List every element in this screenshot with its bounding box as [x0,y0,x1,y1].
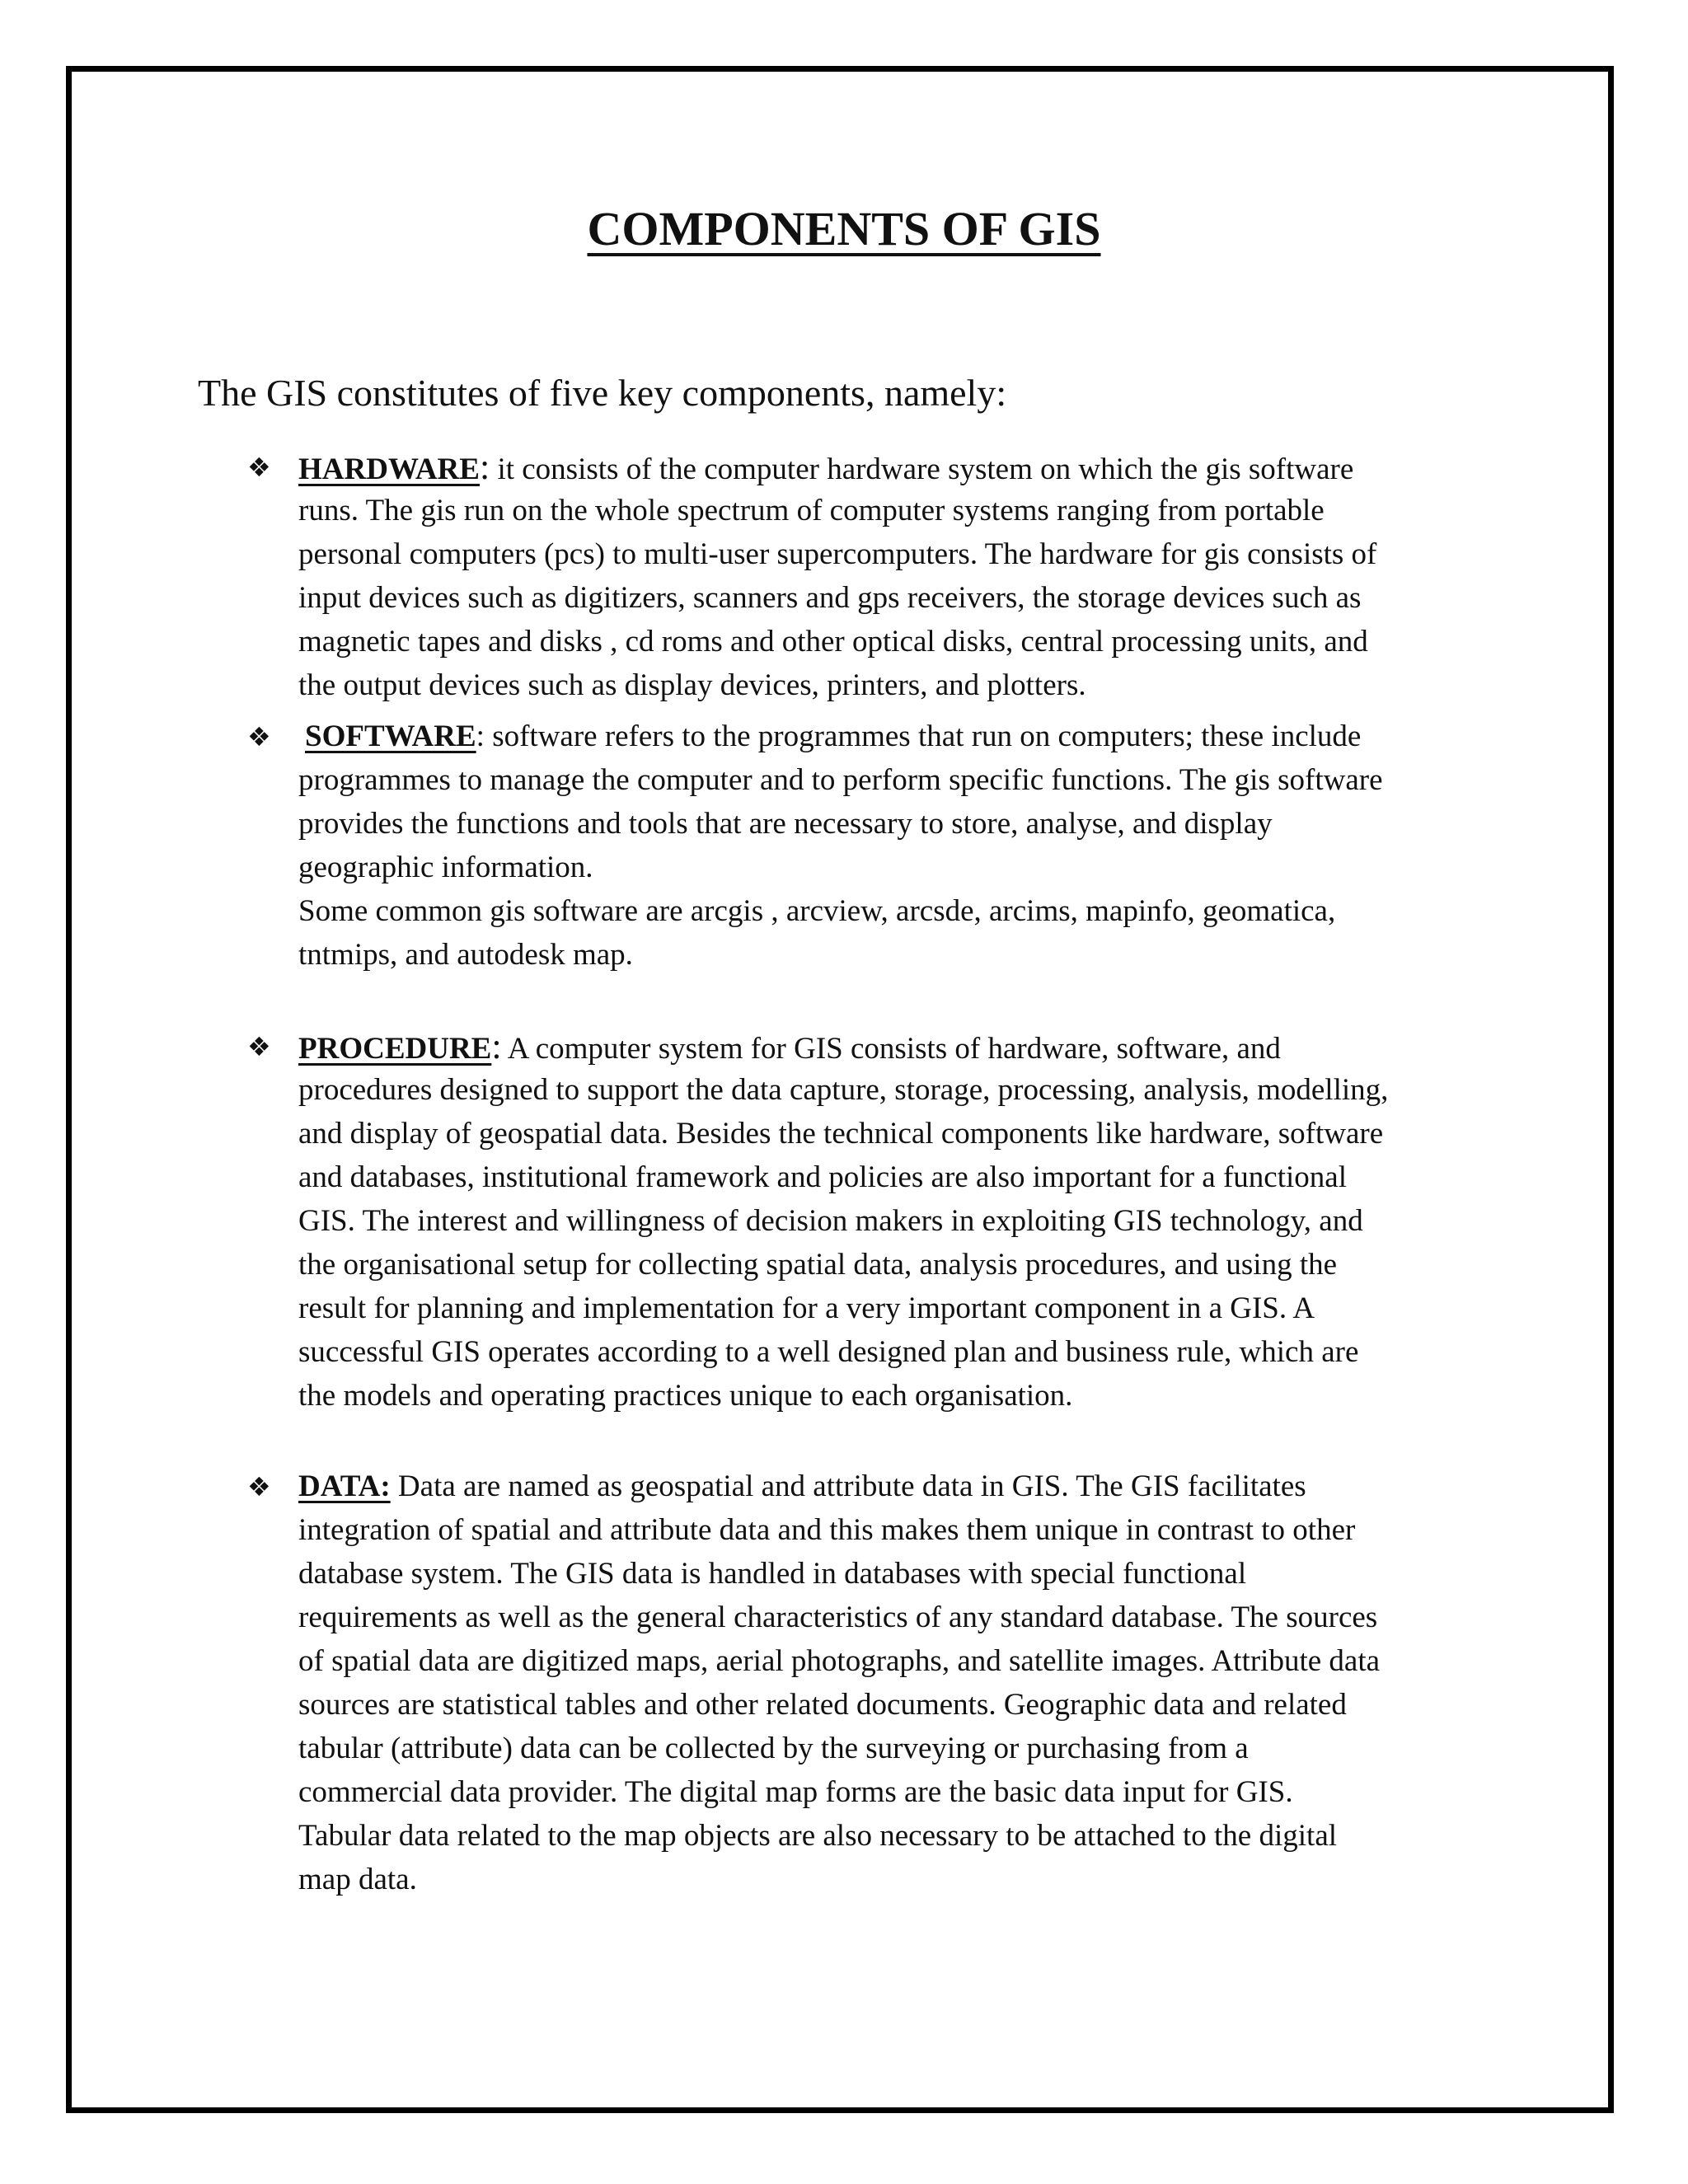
intro-text: The GIS constitutes of five key components, namely: [198,372,1007,414]
body-line: runs. The gis run on the whole spectrum of computer systems ranging from portable [298,494,1325,527]
first-line-text: software refers to the programmes that run on computers; these include [484,719,1362,753]
diamond-bullet-icon: ❖ [247,721,271,752]
body-line: personal computers (pcs) to multi-user supercomputers. The hardware for gis consists of [298,537,1377,571]
body-line: and display of geospatial data. Besides the technical components like hardware, software [298,1117,1384,1151]
body-line: GIS. The interest and willingness of decision makers in exploiting GIS technology, and [298,1204,1363,1238]
section-heading: PROCEDURE [298,1032,492,1066]
heading-colon: : [491,1026,502,1066]
body-line: the output devices such as display devices, printers, and plotters. [298,668,1086,702]
section-first-line [298,1024,1485,1068]
first-line-text: A computer system for GIS consists of hardware, software, and [501,1032,1281,1066]
diamond-bullet-icon: ❖ [247,452,271,483]
body-line: provides the functions and tools that are necessary to store, analyse, and display [298,807,1273,841]
heading-colon: : [476,719,485,753]
body-line: database system. The GIS data is handled in databases with special functional [298,1557,1247,1591]
page-title: COMPONENTS OF GIS [587,202,1101,255]
body-line: Some common gis software are arcgis , arcview, arcsde, arcims, mapinfo, geomatica, [298,894,1336,928]
body-line: the models and operating practices unique to each organisation. [298,1379,1073,1413]
body-line: integration of spatial and attribute data and this makes them unique in contrast to other [298,1513,1356,1547]
section-heading: HARDWARE [298,452,480,486]
section-heading: SOFTWARE [305,719,476,753]
body-line: commercial data provider. The digital map forms are the basic data input for GIS. [298,1775,1293,1809]
body-line: tabular (attribute) data can be collected by the surveying or purchasing from a [298,1732,1249,1765]
body-line: magnetic tapes and disks , cd roms and other optical disks, central processing units, and [298,625,1368,658]
body-line: procedures designed to support the data capture, storage, processing, analysis, modelling, [298,1073,1389,1107]
body-line: map data. [298,1863,417,1896]
body-line: tntmips, and autodesk map. [298,938,633,972]
section-first-line [298,715,1485,758]
body-line: programmes to manage the computer and to perform specific functions. The gis software [298,763,1383,797]
body-line: geographic information. [298,851,593,884]
first-line-text: Data are named as geospatial and attribute data in GIS. The GIS facilitates [390,1469,1306,1503]
first-line-text: it consists of the computer hardware system on which the gis software [490,452,1354,486]
diamond-bullet-icon: ❖ [247,1031,271,1062]
body-line: of spatial data are digitized maps, aerial photographs, and satellite images. Attribute data [298,1644,1381,1678]
body-line: sources are statistical tables and other related documents. Geographic data and related [298,1688,1347,1722]
diamond-bullet-icon: ❖ [247,1471,271,1502]
body-line: Tabular data related to the map objects are also necessary to be attached to the digital [298,1819,1338,1853]
section-first-line [298,445,1485,489]
section-first-line [298,1465,1485,1508]
body-line: successful GIS operates according to a well designed plan and business rule, which are [298,1335,1359,1369]
body-line: the organisational setup for collecting spatial data, analysis procedures, and using the [298,1248,1338,1282]
body-line: result for planning and implementation for a very important component in a GIS. A [298,1291,1315,1325]
body-line: input devices such as digitizers, scanners and gps receivers, the storage devices such as [298,581,1362,615]
heading-colon: : [479,447,490,487]
body-line: requirements as well as the general characteristics of any standard database. The sources [298,1601,1378,1634]
body-line: and databases, institutional framework and policies are also important for a functional [298,1160,1347,1194]
section-heading: DATA: [298,1469,391,1503]
